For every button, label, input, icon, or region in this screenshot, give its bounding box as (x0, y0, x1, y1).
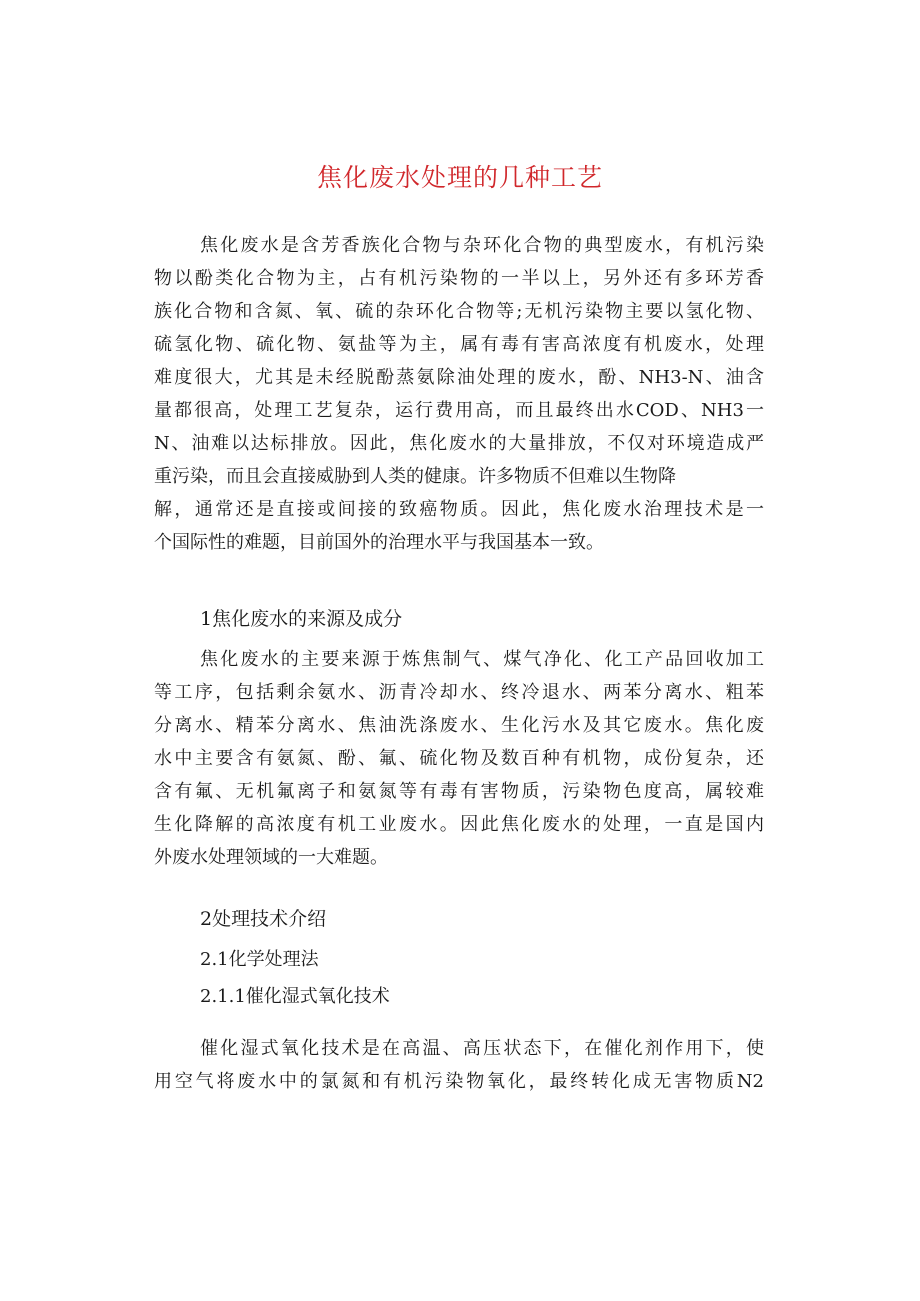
paragraph-line: 催化湿式氧化技术是在高温、高压状态下，在催化剂作用下，使 (200, 1038, 764, 1059)
paragraph-line: 等工序，包括剩余氨水、沥青冷却水、终冷退水、两苯分离水、粗苯 (154, 682, 764, 703)
section-heading: 1焦化废水的来源及成分 (200, 608, 403, 630)
paragraph-line: 外废水处理领域的一大难题。 (154, 847, 388, 868)
paragraph-line: 族化合物和含氮、氧、硫的杂环化合物等;无机污染物主要以氢化物、 (154, 301, 764, 322)
subsection-heading: 2.1.1催化湿式氧化技术 (200, 986, 390, 1007)
intro-paragraph (154, 229, 764, 559)
paragraph-line: 量都很高，处理工艺复杂，运行费用高，而且最终出水COD、NH3一 (154, 400, 764, 421)
section-2-1 (154, 943, 764, 976)
paragraph-line: 解，通常还是直接或间接的致癌物质。因此，焦化废水治理技术是一 (154, 499, 764, 520)
section-2-paragraph (154, 1032, 764, 1098)
document-title: 焦化废水处理的几种工艺 (316, 163, 603, 192)
section-2-1-1 (154, 980, 764, 1013)
paragraph-line: 生化降解的高浓度有机工业废水。因此焦化废水的处理，一直是国内 (154, 814, 764, 835)
paragraph-line: 分离水、精苯分离水、焦油洗涤废水、生化污水及其它废水。焦化废 (154, 715, 764, 736)
section-1 (154, 603, 764, 636)
paragraph-line: 焦化废水是含芳香族化合物与杂环化合物的典型废水，有机污染 (200, 235, 764, 256)
paragraph-line: 焦化废水的主要来源于炼焦制气、煤气净化、化工产品回收加工 (200, 649, 764, 670)
paragraph-line: 含有氟、无机氟离子和氨氮等有毒有害物质，污染物色度高，属较难 (154, 781, 764, 802)
paragraph-line: 个国际性的难题，目前国外的治理水平与我国基本一致。 (154, 532, 604, 553)
paragraph-line: 重污染，而且会直接威胁到人类的健康。许多物质不但难以生物降 (154, 466, 676, 487)
section-heading: 2处理技术介绍 (200, 908, 327, 930)
section-2 (154, 903, 764, 936)
paragraph-line: 物以酚类化合物为主，占有机污染物的一半以上，另外还有多环芳香 (154, 268, 764, 289)
paragraph-line: 用空气将废水中的氯氮和有机污染物氧化，最终转化成无害物质N2 (154, 1071, 764, 1092)
subsection-heading: 2.1化学处理法 (200, 949, 319, 970)
section-1-paragraph (154, 643, 764, 874)
paragraph-line: 水中主要含有氨氮、酚、氟、硫化物及数百种有机物，成份复杂，还 (154, 748, 764, 769)
paragraph-line: 硫氢化物、硫化物、氨盐等为主，属有毒有害高浓度有机废水，处理 (154, 334, 764, 355)
paragraph-line: N、油难以达标排放。因此，焦化废水的大量排放，不仅对环境造成严 (154, 433, 764, 454)
paragraph-line: 难度很大，尤其是未经脱酚蒸氨除油处理的废水，酚、NH3-N、油含 (154, 367, 764, 388)
